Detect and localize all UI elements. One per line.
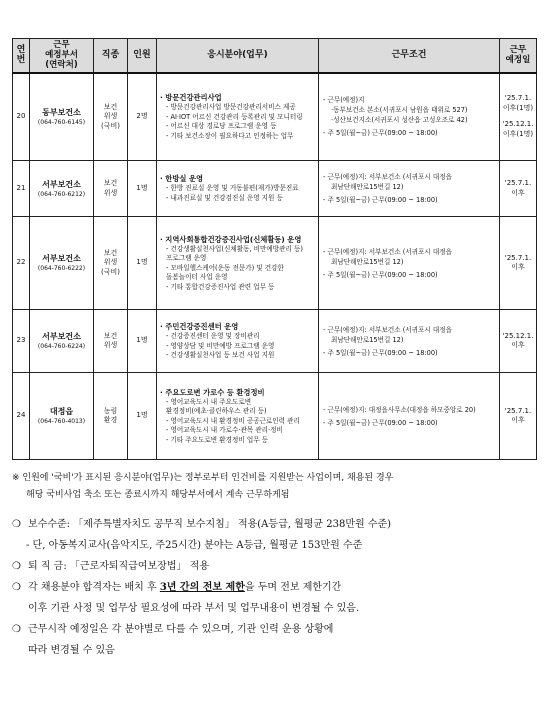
start-date-cell	[500, 310, 537, 373]
condition-line: - 근무(예정)지: 서부보건소 (서귀포시 대정읍	[323, 173, 452, 181]
dept-cell	[30, 310, 94, 373]
start-date-line: 이후	[511, 188, 525, 197]
field-item: - 영양상담 및 비만예방 프로그램 운영	[166, 341, 275, 350]
condition-line: 최남단해안로15번길 12)	[331, 183, 404, 191]
headcount: 2명	[128, 73, 157, 161]
conditions-cell	[319, 373, 500, 460]
circle-bullet-icon: ❍	[12, 519, 21, 530]
table-row	[13, 73, 537, 161]
header-field: 응시분야(업무)	[157, 39, 319, 73]
dept-name: 서부보건소	[42, 332, 81, 341]
start-date-line: '25.7.1.	[504, 406, 532, 415]
field-cell	[157, 161, 319, 217]
severance-info	[12, 556, 536, 577]
field-item: 프로그램 운영	[166, 254, 207, 263]
start-date-line: 이후	[511, 416, 525, 424]
field-item: - 기타 보건소장이 필요하다고 인정하는 업무	[166, 131, 294, 140]
transfer-text-pre: 각 채용분야 합격자는 배치 후	[28, 582, 160, 593]
start-date-cell	[500, 373, 537, 460]
header-dept-line: 예정부서	[45, 50, 78, 61]
field-item: 환경정비(예초·클린하우스 관리 등)	[166, 407, 267, 416]
table-row	[13, 161, 537, 217]
header-count: 인원	[128, 39, 157, 73]
row-number: 24	[13, 373, 30, 460]
dept-phone: (064-760-6212)	[37, 190, 86, 198]
field-cell	[157, 73, 319, 161]
header-dept	[30, 39, 94, 73]
start-date-line: '25.7.1.	[504, 253, 532, 262]
dept-phone: (064-760-6224)	[37, 343, 86, 350]
start-date-text-continued: 따라 변경될 수 있음	[28, 645, 115, 656]
row-number: 23	[13, 310, 30, 373]
job-type-line: 환경	[103, 416, 118, 424]
dept-cell	[30, 217, 94, 310]
start-date-line: 이후	[511, 341, 525, 349]
job-postings-table	[12, 38, 537, 460]
dept-phone: (064-760-6145)	[37, 118, 86, 126]
field-item: - 기타 통합건강증진사업 관련 업무 등	[166, 282, 275, 291]
job-type-line: 위생	[103, 112, 118, 120]
field-item: - 기타 주요도로변 환경정비 업무 등	[166, 435, 269, 444]
dept-name: 동부보건소	[42, 107, 81, 117]
start-date-text: 근무시작 예정일은 각 분야별로 다를 수 있으며, 기관 인력 운용 상황에	[28, 624, 334, 635]
header-no-line: 연	[16, 45, 26, 56]
start-date-cell	[500, 217, 537, 310]
dept-name: 대정읍	[49, 407, 74, 416]
notes-section	[12, 470, 536, 661]
table-row	[13, 310, 537, 373]
job-type-cell	[94, 161, 128, 217]
field-title: · 지역사회통합건강증진사업(신체활동) 운영	[160, 234, 302, 244]
dept-phone: (064-760-6222)	[37, 265, 86, 272]
condition-line: - 주 5일(월~금) 근무(09:00 ~ 18:00)	[323, 348, 438, 357]
dept-name: 서부보건소	[42, 179, 81, 189]
condition-line: 최남단해안로15번길 12)	[331, 257, 404, 266]
field-cell	[157, 373, 319, 460]
headcount: 1명	[128, 310, 157, 373]
job-type-line: 보건	[103, 331, 118, 340]
field-item: - 영어교육도시 내 주요도로변	[166, 397, 252, 406]
table-row	[13, 373, 537, 460]
job-type-cell	[94, 217, 128, 310]
salary-sub-text: - 단, 아동복지교사(음악지도, 주25시간) 분야는 A등급, 월평균 153만원 수준	[26, 540, 363, 551]
start-date-line: '25.12.1.	[502, 120, 534, 129]
headcount: 1명	[128, 161, 157, 217]
start-date-line: '25.7.1.	[504, 179, 532, 187]
job-type-cell	[94, 373, 128, 460]
job-type-line: 보건	[103, 179, 118, 187]
field-item: - 방문건강관리사업 방문건강관리서비스 제공	[166, 103, 296, 112]
job-type-line: 보건	[103, 102, 118, 111]
headcount: 1명	[128, 373, 157, 460]
footnote-line-2: 해당 국비사업 축소 또는 종료시까지 해당부서에서 계속 근무하게됨	[26, 490, 290, 500]
job-type-line: 위생	[103, 188, 118, 197]
condition-line: - 근무(예정)지: 서부보건소 (서귀포시 대정읍	[323, 247, 452, 256]
field-item: - 한방 진료실 운영 및 거동불편(재가)방문진료	[166, 184, 299, 193]
field-title: · 방문건강관리사업	[160, 93, 222, 103]
start-date-line	[12, 619, 536, 640]
dept-phone: (064-760-4013)	[37, 418, 86, 425]
header-type: 직종	[94, 39, 128, 73]
condition-line: ·성산보건지소(서귀포시 성산읍 고성오조로 42)	[331, 116, 468, 125]
condition-line: - 근무(예정)지: 대정읍사무소(대정읍 하모중앙로 20)	[323, 405, 476, 414]
dept-name: 서부보건소	[42, 254, 81, 263]
field-item: 돌봄놀이터 사업 운영	[166, 273, 228, 282]
table-header-row	[13, 39, 537, 73]
transfer-text-post: 을 두며 전보 제한기간	[244, 582, 342, 593]
severance-line	[12, 556, 536, 577]
header-dept-line: 근무	[53, 40, 70, 51]
start-date-info	[12, 619, 536, 661]
transfer-restriction-highlight: 3년 간의 전보 제한	[159, 582, 245, 593]
start-date-line: 이후(1명)	[502, 103, 534, 112]
condition-line: ·동부보건소 본소(서귀포시 남원읍 태위로 527)	[331, 106, 468, 115]
header-no	[13, 39, 30, 73]
job-type-cell	[94, 73, 128, 161]
job-type-line: 위생	[103, 258, 118, 267]
transfer-text-continued: 이후 기관 사정 및 업무상 필요성에 따라 부서 및 업무내용이 변경될 수 있음.	[28, 603, 360, 614]
field-title: · 한방실 운영	[160, 174, 204, 184]
field-item: - 모바일헬스케어(운동 전문가) 및 건강한	[166, 263, 284, 272]
condition-line: 최남단해안로15번길 12)	[331, 335, 404, 344]
row-number: 21	[13, 161, 30, 217]
condition-line: - 주 5일(월~금) 근무(09:00 ~ 18:00)	[323, 129, 438, 138]
start-date-line: 이후(1명)	[502, 129, 534, 138]
condition-line: - 주 5일(월~금) 근무(09:00 ~ 18:00)	[323, 196, 438, 204]
row-number: 22	[13, 217, 30, 310]
header-dept-line: (연락처)	[45, 60, 78, 71]
start-date-cell	[500, 161, 537, 217]
job-type-cell	[94, 310, 128, 373]
field-item: - 영어교육도시 내 가로수·관목 관리·정비	[166, 426, 283, 435]
header-start-date	[500, 39, 537, 73]
field-cell	[157, 310, 319, 373]
footnote-line-1: ※ 인원에 '국비'가 표시된 응시분야(업무)는 정부로부터 인건비를 지원받는 사업이며, 채용된 경우	[12, 473, 394, 483]
salary-line	[12, 514, 536, 535]
transfer-line	[12, 577, 536, 598]
header-no-line: 번	[16, 55, 26, 66]
circle-bullet-icon: ❍	[12, 582, 21, 593]
salary-text: 보수수준: 「제주특별자치도 공무직 보수지침」 적용(A등급, 월평균 238만원 수준)	[28, 519, 392, 530]
table-row	[13, 217, 537, 310]
field-item: - 영어교육도시 내 환경정비 공공근로인력 관리	[166, 416, 300, 425]
header-conditions: 근무조건	[319, 39, 500, 73]
job-type-line: (국비)	[101, 121, 120, 130]
field-item: - 내과진료실 및 건강검진실 운영 지원 등	[166, 194, 283, 202]
start-date-line: '25.7.1.	[504, 94, 532, 103]
row-number: 20	[13, 73, 30, 161]
conditions-cell	[319, 161, 500, 217]
footnote	[12, 470, 536, 504]
dept-cell	[30, 373, 94, 460]
salary-info	[12, 514, 536, 556]
start-date-line: '25.12.1.	[502, 331, 534, 340]
circle-bullet-icon: ❍	[12, 561, 21, 572]
start-date-cell	[500, 73, 537, 161]
condition-line: - 근무(예정)지: 서부보건소 (서귀포시 대정읍	[323, 325, 452, 334]
field-item: - 건강증진센터 운영 및 장비관리	[166, 332, 260, 341]
conditions-cell	[319, 217, 500, 310]
job-type-line: (국비)	[101, 267, 120, 276]
field-title: · 주민건강증진센터 운영	[160, 322, 239, 332]
conditions-cell	[319, 73, 500, 161]
start-date-line: 이후	[511, 263, 525, 271]
header-date-line: 예정일	[505, 55, 531, 66]
headcount: 1명	[128, 217, 157, 310]
field-cell	[157, 217, 319, 310]
dept-cell	[30, 73, 94, 161]
field-item: - AI·IOT 어르신 건강관리 등록관리 및 모니터링	[166, 112, 303, 121]
field-title: · 주요도로변 가로수 등 환경정비	[160, 387, 265, 397]
header-date-line: 근무	[509, 45, 527, 56]
condition-line: - 주 5일(월~금) 근무(09:00 ~ 18:00)	[323, 270, 438, 279]
job-type-line: 위생	[103, 341, 118, 349]
dept-cell	[30, 161, 94, 217]
condition-line: - 근무(예정)지	[323, 96, 365, 105]
severance-text: 퇴 직 금: 「근로자퇴직급여보장법」 적용	[28, 561, 209, 572]
job-type-line: 보건	[103, 248, 118, 257]
field-item: - 건강생활실천사업 등 보건 사업 지원	[166, 351, 275, 360]
table-body	[13, 73, 537, 460]
circle-bullet-icon: ❍	[12, 624, 21, 635]
condition-line: - 주 5일(월~금) 근무(09:00 ~ 18:00)	[323, 418, 438, 427]
field-item: - 어르신 대상 경로당 프로그램 운영 등	[166, 122, 277, 131]
conditions-cell	[319, 310, 500, 373]
job-type-line: 농림	[103, 406, 118, 415]
field-item: - 건강생활실천사업(신체활동, 비만예방관리 등)	[166, 244, 303, 253]
transfer-info	[12, 577, 536, 619]
